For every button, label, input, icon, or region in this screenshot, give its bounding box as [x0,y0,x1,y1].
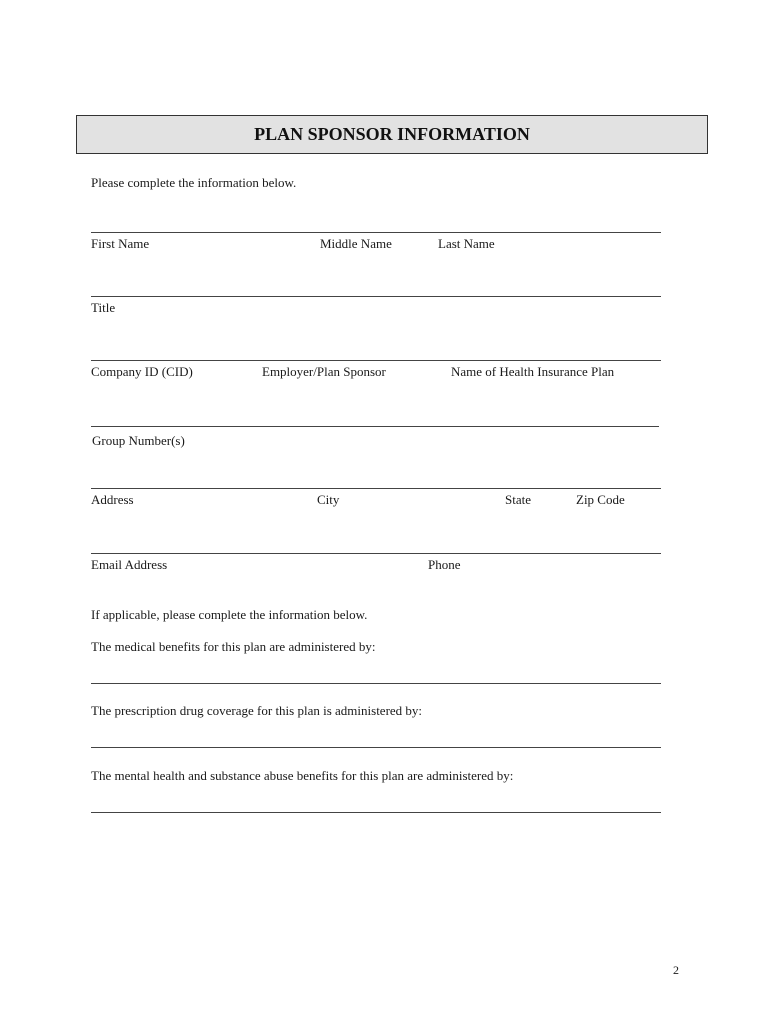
last-name-label: Last Name [438,236,495,251]
middle-name-label: Middle Name [320,236,392,251]
section-header [76,115,708,154]
email-label: Email Address [91,557,168,572]
group-number-label: Group Number(s) [92,433,185,448]
prescription-coverage-label: The prescription drug coverage for this plan is administered by: [91,703,423,718]
company-field-line[interactable] [91,360,661,361]
zip-code-label: Zip Code [576,492,625,507]
title-label: Title [91,300,116,315]
page-number: 2 [673,963,679,977]
state-label: State [505,492,531,507]
medical-benefits-label: The medical benefits for this plan are administered by: [91,639,376,654]
mental-health-label: The mental health and substance abuse benefits for this plan are administered by: [91,768,514,783]
intro-text: Please complete the information below. [91,175,297,190]
employer-label: Employer/Plan Sponsor [262,364,386,379]
title-field-line[interactable] [91,296,661,297]
address-label: Address [91,492,134,507]
first-name-label: First Name [91,236,150,251]
group-number-field-line[interactable] [91,426,659,427]
prescription-coverage-field-line[interactable] [91,747,661,748]
name-field-line[interactable] [91,232,661,233]
medical-benefits-field-line[interactable] [91,683,661,684]
applicable-intro-text: If applicable, please complete the information below. [91,607,368,622]
phone-label: Phone [428,557,461,572]
page-title: PLAN SPONSOR INFORMATION [254,124,530,144]
address-field-line[interactable] [91,488,661,489]
plan-name-label: Name of Health Insurance Plan [451,364,615,379]
contact-field-line[interactable] [91,553,661,554]
city-label: City [317,492,340,507]
mental-health-field-line[interactable] [91,812,661,813]
company-id-label: Company ID (CID) [91,364,193,379]
